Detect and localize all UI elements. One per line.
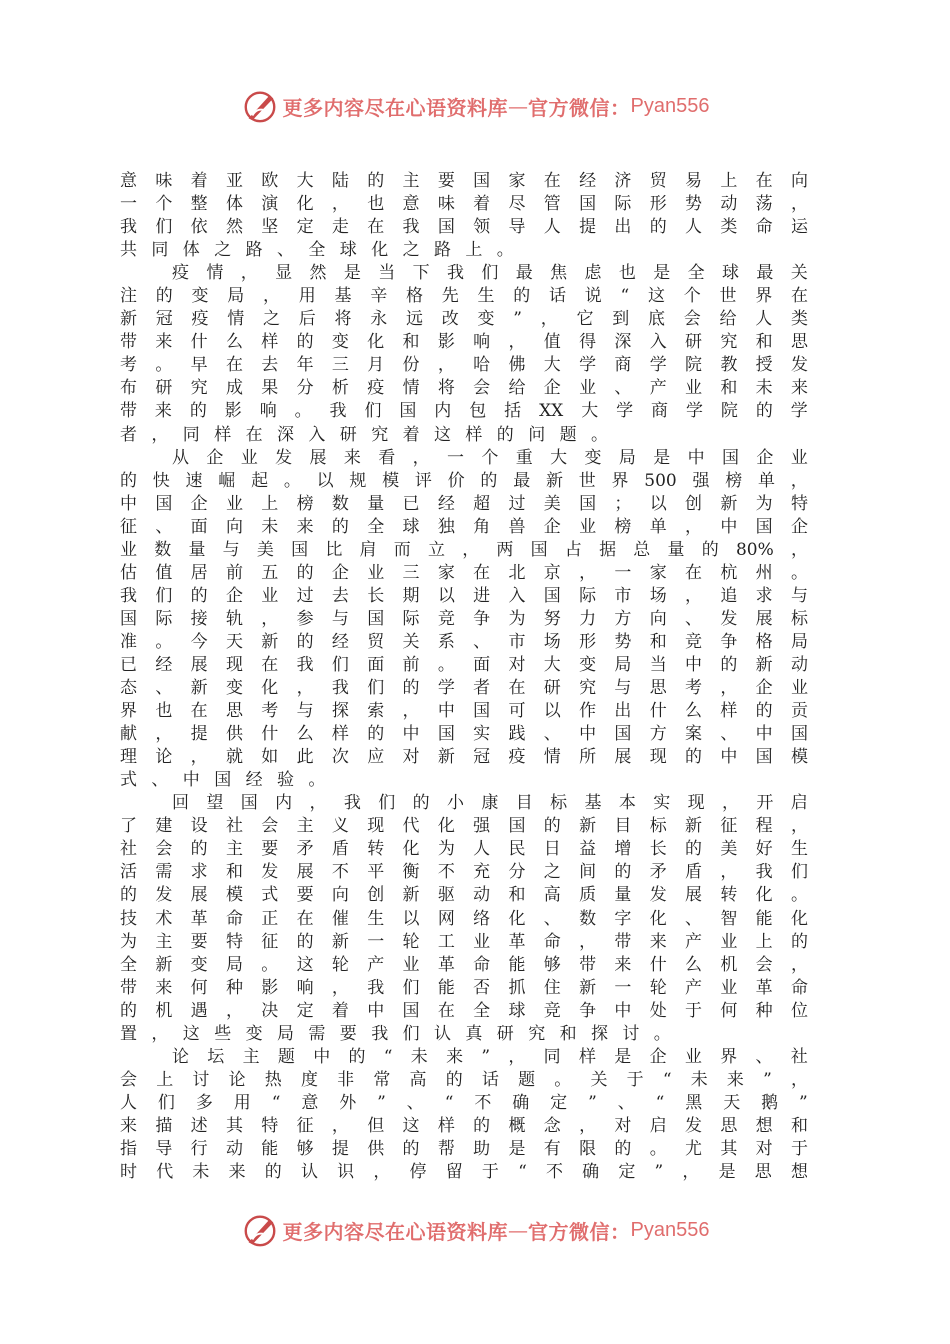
text-line: 理 论 ， 就 如 此 次 应 对 新 冠 疫 情 所 展 现 的 中 国 模 [120, 747, 808, 768]
text-line: 为 主 要 特 征 的 新 一 轮 工 业 革 命 ， 带 来 产 业 上 的 [120, 931, 808, 952]
banner-official-label: 官方微信： [528, 95, 631, 120]
text-line: 式、中国经验。 [120, 770, 340, 791]
text-line: 国 际 接 轨 ， 参 与 国 际 竞 争 为 努 力 方 向 、 发 展 标 [120, 608, 808, 629]
banner-wechat-id: Pyan556 [630, 94, 710, 117]
text-line: 献 ， 提 供 什 么 样 的 中 国 实 践 、 中 国 方 案 、 中 国 [120, 724, 808, 745]
text-line: 新 冠 疫 情 之 后 将 永 远 改 变 ” ， 它 到 底 会 给 人 类 [120, 309, 808, 330]
text-line: 中 国 企 业 上 榜 数 量 已 经 超 过 美 国 ； 以 创 新 为 特 [120, 493, 808, 514]
text-line: 了 建 设 社 会 主 义 现 代 化 强 国 的 新 目 标 新 征 程 ， [120, 816, 808, 837]
text-line: 的 快 速 崛 起 。 以 规 模 评 价 的 最 新 世 界 500 强 榜 单 ， [120, 470, 808, 491]
banner-separator: — [508, 94, 529, 118]
text-line: 带 来 什 么 样 的 变 化 和 影 响 ， 值 得 深 入 研 究 和 思 [120, 332, 808, 353]
text-line: 带 来 何 种 影 响 ， 我 们 能 否 抓 住 新 一 轮 产 业 革 命 [120, 977, 808, 998]
text-line: 疫 情 ， 显 然 是 当 下 我 们 最 焦 虑 也 是 全 球 最 关 [172, 263, 808, 284]
document-body [120, 170, 808, 1184]
banner-text: 更多内容尽在心语资料库 [282, 95, 509, 120]
text-line: 态 、 新 变 化 ， 我 们 的 学 者 在 研 究 与 思 考 ， 企 业 [120, 678, 808, 699]
text-line: 置，这些变局需要我们认真研究和探讨。 [120, 1023, 686, 1044]
text-line: 来 描 述 其 特 征 ， 但 这 样 的 概 念 ， 对 启 发 思 想 和 [120, 1115, 808, 1136]
text-line: 的 机 遇 ， 决 定 着 中 国 在 全 球 竞 争 中 处 于 何 种 位 [120, 1000, 808, 1021]
header-watermark [0, 84, 950, 128]
text-line: 考 。 早 在 去 年 三 月 份 ， 哈 佛 大 学 商 学 院 教 授 发 [120, 355, 808, 376]
text-line: 指 导 行 动 能 够 提 供 的 帮 助 是 有 限 的 。 尤 其 对 于 [120, 1138, 808, 1159]
banner-official-label: 官方微信： [528, 1219, 631, 1244]
text-line: 的 发 展 模 式 要 向 创 新 驱 动 和 高 质 量 发 展 转 化 。 [120, 885, 808, 906]
text-line: 共同体之路、全球化之路上。 [120, 240, 529, 261]
text-line: 界 也 在 思 考 与 探 索 ， 中 国 可 以 作 出 什 么 样 的 贡 [120, 701, 808, 722]
text-line: 时 代 未 来 的 认 识 ， 停 留 于 “ 不 确 定 ” ， 是 思 想 [120, 1162, 808, 1183]
pen-logo-icon [241, 87, 279, 125]
text-line: 一 个 整 体 演 化 ， 也 意 味 着 尽 管 国 际 形 势 动 荡 ， [120, 194, 808, 215]
banner-separator: — [508, 1218, 529, 1242]
text-line: 估 值 居 前 五 的 企 业 三 家 在 北 京 ， 一 家 在 杭 州 。 [120, 562, 808, 583]
text-line: 社 会 的 主 要 矛 盾 转 化 为 人 民 日 益 增 长 的 美 好 生 [120, 839, 808, 860]
text-line: 业 数 量 与 美 国 比 肩 而 立 ， 两 国 占 据 总 量 的 80% ， [120, 539, 808, 560]
text-line: 已 经 展 现 在 我 们 面 前 。 面 对 大 变 局 当 中 的 新 动 [120, 654, 808, 675]
text-line: 意 味 着 亚 欧 大 陆 的 主 要 国 家 在 经 济 贸 易 上 在 向 [120, 171, 808, 191]
banner-wechat-id: Pyan556 [630, 1218, 710, 1241]
text-line: 全 新 变 局 。 这 轮 产 业 革 命 能 够 带 来 什 么 机 会 ， [120, 954, 808, 975]
text-line: 技 术 革 命 正 在 催 生 以 网 络 化 、 数 字 化 、 智 能 化 [120, 908, 808, 929]
pen-logo-icon [241, 1211, 279, 1249]
text-line: 布 研 究 成 果 分 析 疫 情 将 会 给 企 业 、 产 业 和 未 来 [120, 378, 808, 399]
banner-text: 更多内容尽在心语资料库 [282, 1219, 509, 1244]
text-line: 我 们 依 然 坚 定 走 在 我 国 领 导 人 提 出 的 人 类 命 运 [120, 217, 808, 238]
footer-watermark [0, 1208, 950, 1252]
text-line: 论 坛 主 题 中 的 “ 未 来 ” ， 同 样 是 企 业 界 、 社 [172, 1046, 808, 1067]
text-line: 准 。 今 天 新 的 经 贸 关 系 、 市 场 形 势 和 竞 争 格 局 [120, 631, 808, 652]
text-line: 回 望 国 内 ， 我 们 的 小 康 目 标 基 本 实 现 ， 开 启 [172, 793, 808, 814]
text-line: 带 来 的 影 响 。 我 们 国 内 包 括 XX 大 学 商 学 院 的 学 [120, 401, 808, 422]
text-line: 人 们 多 用 “ 意 外 ” 、 “ 不 确 定 ” 、 “ 黑 天 鹅 ” [120, 1092, 808, 1113]
text-line: 活 需 求 和 发 展 不 平 衡 不 充 分 之 间 的 矛 盾 ， 我 们 [120, 862, 808, 883]
text-line: 我 们 的 企 业 过 去 长 期 以 进 入 国 际 市 场 ， 追 求 与 [120, 585, 808, 606]
text-line: 者，同样在深入研究着这样的问题。 [120, 424, 623, 445]
text-line: 注 的 变 局 ， 用 基 辛 格 先 生 的 话 说 “ 这 个 世 界 在 [120, 286, 808, 307]
text-line: 会 上 讨 论 热 度 非 常 高 的 话 题 。 关 于 “ 未 来 ” ， [120, 1069, 808, 1090]
text-line: 从 企 业 发 展 来 看 ， 一 个 重 大 变 局 是 中 国 企 业 [172, 447, 808, 468]
text-line: 征 、 面 向 未 来 的 全 球 独 角 兽 企 业 榜 单 ， 中 国 企 [120, 516, 808, 537]
